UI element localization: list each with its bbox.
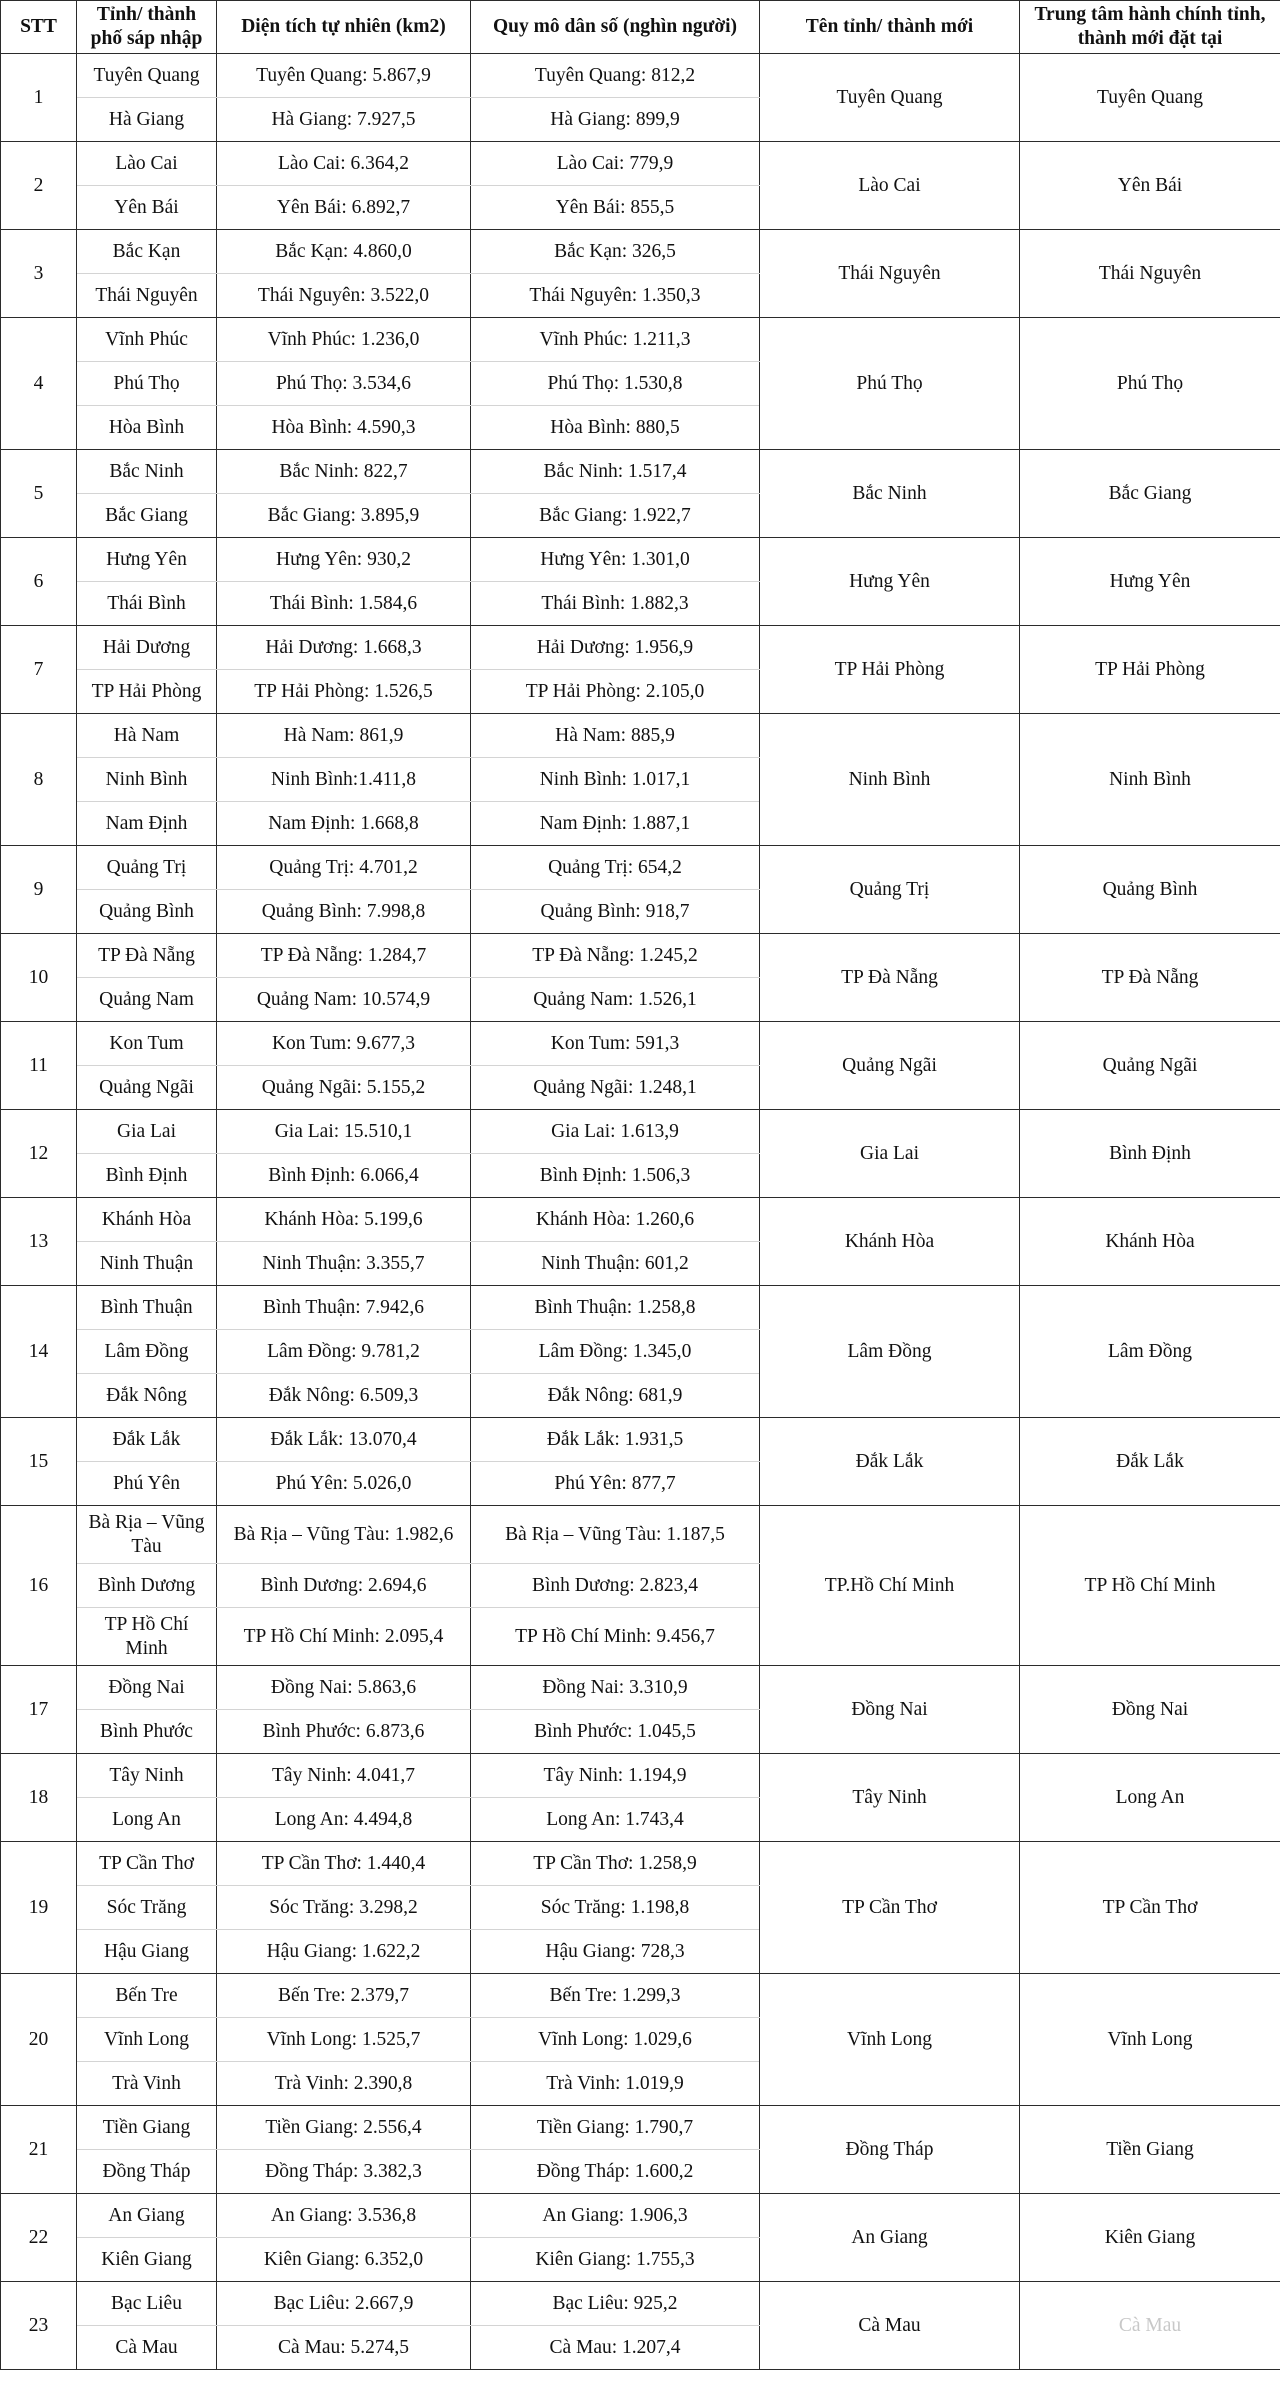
province-cell: Tiền Giang — [77, 2106, 217, 2150]
header-province: Tỉnh/ thành phố sáp nhập — [77, 1, 217, 54]
population-cell: Long An: 1.743,4 — [471, 1798, 760, 1842]
province-cell: Tây Ninh — [77, 1754, 217, 1798]
stt-cell: 22 — [1, 2194, 77, 2282]
area-cell: Kon Tum: 9.677,3 — [217, 1022, 471, 1066]
population-cell: Bến Tre: 1.299,3 — [471, 1974, 760, 2018]
population-cell: Lâm Đồng: 1.345,0 — [471, 1330, 760, 1374]
area-cell: Bình Phước: 6.873,6 — [217, 1710, 471, 1754]
center-cell: Quảng Bình — [1020, 846, 1280, 934]
table-row — [1, 1754, 1280, 1798]
population-cell: Khánh Hòa: 1.260,6 — [471, 1198, 760, 1242]
stt-cell: 17 — [1, 1666, 77, 1754]
table-row — [1, 714, 1280, 758]
area-cell: TP Cần Thơ: 1.440,4 — [217, 1842, 471, 1886]
province-cell: Đắk Lắk — [77, 1418, 217, 1462]
area-cell: Bình Thuận: 7.942,6 — [217, 1286, 471, 1330]
population-cell: Gia Lai: 1.613,9 — [471, 1110, 760, 1154]
center-cell: Tuyên Quang — [1020, 54, 1280, 142]
area-cell: Bắc Kạn: 4.860,0 — [217, 230, 471, 274]
table-row — [1, 142, 1280, 186]
area-cell: Đồng Nai: 5.863,6 — [217, 1666, 471, 1710]
area-cell: An Giang: 3.536,8 — [217, 2194, 471, 2238]
province-cell: Bình Định — [77, 1154, 217, 1198]
stt-cell: 7 — [1, 626, 77, 714]
center-cell: Phú Thọ — [1020, 318, 1280, 450]
area-cell: Gia Lai: 15.510,1 — [217, 1110, 471, 1154]
new-name-cell: Phú Thọ — [760, 318, 1020, 450]
area-cell: TP Hải Phòng: 1.526,5 — [217, 670, 471, 714]
stt-cell: 5 — [1, 450, 77, 538]
area-cell: TP Đà Nẵng: 1.284,7 — [217, 934, 471, 978]
province-cell: Quảng Trị — [77, 846, 217, 890]
province-cell: Bạc Liêu — [77, 2282, 217, 2326]
table-row — [1, 1974, 1280, 2018]
area-cell: Tiền Giang: 2.556,4 — [217, 2106, 471, 2150]
table-row — [1, 1842, 1280, 1886]
province-cell: Phú Yên — [77, 1462, 217, 1506]
new-name-cell: Đắk Lắk — [760, 1418, 1020, 1506]
area-cell: Tây Ninh: 4.041,7 — [217, 1754, 471, 1798]
table-row — [1, 2282, 1280, 2326]
table-row — [1, 2106, 1280, 2150]
province-cell: Khánh Hòa — [77, 1198, 217, 1242]
stt-cell: 21 — [1, 2106, 77, 2194]
province-cell: Long An — [77, 1798, 217, 1842]
area-cell: Bà Rịa – Vũng Tàu: 1.982,6 — [217, 1506, 471, 1564]
new-name-cell: Tây Ninh — [760, 1754, 1020, 1842]
new-name-cell: Đồng Tháp — [760, 2106, 1020, 2194]
province-cell: TP Cần Thơ — [77, 1842, 217, 1886]
population-cell: Bắc Giang: 1.922,7 — [471, 494, 760, 538]
stt-cell: 1 — [1, 54, 77, 142]
new-name-cell: Cà Mau — [760, 2282, 1020, 2370]
area-cell: Ninh Thuận: 3.355,7 — [217, 1242, 471, 1286]
province-cell: Ninh Bình — [77, 758, 217, 802]
stt-cell: 6 — [1, 538, 77, 626]
province-cell: Bình Thuận — [77, 1286, 217, 1330]
new-name-cell: TP Đà Nẵng — [760, 934, 1020, 1022]
table-row — [1, 450, 1280, 494]
stt-cell: 23 — [1, 2282, 77, 2370]
center-cell: Vĩnh Long — [1020, 1974, 1280, 2106]
new-name-cell: Thái Nguyên — [760, 230, 1020, 318]
population-cell: Thái Bình: 1.882,3 — [471, 582, 760, 626]
center-cell: TP Hồ Chí Minh — [1020, 1506, 1280, 1666]
header-area: Diện tích tự nhiên (km2) — [217, 1, 471, 54]
area-cell: Đồng Tháp: 3.382,3 — [217, 2150, 471, 2194]
area-cell: Hà Nam: 861,9 — [217, 714, 471, 758]
new-name-cell: Lào Cai — [760, 142, 1020, 230]
table-row — [1, 934, 1280, 978]
area-cell: Quảng Ngãi: 5.155,2 — [217, 1066, 471, 1110]
table-row — [1, 538, 1280, 582]
area-cell: Phú Thọ: 3.534,6 — [217, 362, 471, 406]
province-cell: Cà Mau — [77, 2326, 217, 2370]
stt-cell: 2 — [1, 142, 77, 230]
center-cell: Bình Định — [1020, 1110, 1280, 1198]
province-cell: Quảng Nam — [77, 978, 217, 1022]
population-cell: Hậu Giang: 728,3 — [471, 1930, 760, 1974]
new-name-cell: Ninh Bình — [760, 714, 1020, 846]
stt-cell: 18 — [1, 1754, 77, 1842]
header-center: Trung tâm hành chính tỉnh, thành mới đặt tại — [1020, 1, 1280, 54]
area-cell: Kiên Giang: 6.352,0 — [217, 2238, 471, 2282]
population-cell: Hà Nam: 885,9 — [471, 714, 760, 758]
province-cell: Tuyên Quang — [77, 54, 217, 98]
province-cell: Hưng Yên — [77, 538, 217, 582]
stt-cell: 13 — [1, 1198, 77, 1286]
population-cell: Trà Vinh: 1.019,9 — [471, 2062, 760, 2106]
province-cell: Bình Dương — [77, 1564, 217, 1608]
new-name-cell: Bắc Ninh — [760, 450, 1020, 538]
population-cell: Vĩnh Long: 1.029,6 — [471, 2018, 760, 2062]
area-cell: Khánh Hòa: 5.199,6 — [217, 1198, 471, 1242]
population-cell: Bình Phước: 1.045,5 — [471, 1710, 760, 1754]
population-cell: Ninh Thuận: 601,2 — [471, 1242, 760, 1286]
province-cell: Bắc Kạn — [77, 230, 217, 274]
population-cell: Phú Thọ: 1.530,8 — [471, 362, 760, 406]
center-cell: TP Đà Nẵng — [1020, 934, 1280, 1022]
center-cell: Lâm Đồng — [1020, 1286, 1280, 1418]
table-row — [1, 1506, 1280, 1564]
area-cell: TP Hồ Chí Minh: 2.095,4 — [217, 1608, 471, 1666]
population-cell: Tiền Giang: 1.790,7 — [471, 2106, 760, 2150]
area-cell: Đắk Nông: 6.509,3 — [217, 1374, 471, 1418]
new-name-cell: TP Cần Thơ — [760, 1842, 1020, 1974]
population-cell: Quảng Trị: 654,2 — [471, 846, 760, 890]
table-row — [1, 1418, 1280, 1462]
center-cell: Long An — [1020, 1754, 1280, 1842]
area-cell: Trà Vinh: 2.390,8 — [217, 2062, 471, 2106]
center-cell: Đồng Nai — [1020, 1666, 1280, 1754]
province-cell: Hà Nam — [77, 714, 217, 758]
area-cell: Sóc Trăng: 3.298,2 — [217, 1886, 471, 1930]
province-cell: Vĩnh Long — [77, 2018, 217, 2062]
center-cell: TP Cần Thơ — [1020, 1842, 1280, 1974]
province-cell: TP Hồ Chí Minh — [77, 1608, 217, 1666]
population-cell: Bình Thuận: 1.258,8 — [471, 1286, 760, 1330]
new-name-cell: TP.Hồ Chí Minh — [760, 1506, 1020, 1666]
table-row — [1, 1286, 1280, 1330]
province-cell: TP Hải Phòng — [77, 670, 217, 714]
area-cell: Quảng Bình: 7.998,8 — [217, 890, 471, 934]
center-cell: Kiên Giang — [1020, 2194, 1280, 2282]
table-row — [1, 626, 1280, 670]
table-row — [1, 54, 1280, 98]
population-cell: Hòa Bình: 880,5 — [471, 406, 760, 450]
stt-cell: 19 — [1, 1842, 77, 1974]
center-cell: Hưng Yên — [1020, 538, 1280, 626]
table-row — [1, 318, 1280, 362]
header-stt: STT — [1, 1, 77, 54]
area-cell: Hậu Giang: 1.622,2 — [217, 1930, 471, 1974]
population-cell: Phú Yên: 877,7 — [471, 1462, 760, 1506]
population-cell: Lào Cai: 779,9 — [471, 142, 760, 186]
population-cell: TP Đà Nẵng: 1.245,2 — [471, 934, 760, 978]
area-cell: Hà Giang: 7.927,5 — [217, 98, 471, 142]
population-cell: Kiên Giang: 1.755,3 — [471, 2238, 760, 2282]
center-cell: Ninh Bình — [1020, 714, 1280, 846]
province-cell: Đắk Nông — [77, 1374, 217, 1418]
population-cell: Bắc Ninh: 1.517,4 — [471, 450, 760, 494]
new-name-cell: TP Hải Phòng — [760, 626, 1020, 714]
center-cell: Bắc Giang — [1020, 450, 1280, 538]
new-name-cell: Quảng Ngãi — [760, 1022, 1020, 1110]
header-population: Quy mô dân số (nghìn người) — [471, 1, 760, 54]
table-row — [1, 2194, 1280, 2238]
province-cell: Hòa Bình — [77, 406, 217, 450]
area-cell: Bắc Giang: 3.895,9 — [217, 494, 471, 538]
province-cell: Trà Vinh — [77, 2062, 217, 2106]
area-cell: Bình Định: 6.066,4 — [217, 1154, 471, 1198]
center-cell: Khánh Hòa — [1020, 1198, 1280, 1286]
area-cell: Thái Nguyên: 3.522,0 — [217, 274, 471, 318]
stt-cell: 14 — [1, 1286, 77, 1418]
center-cell: Cà Mau — [1020, 2282, 1280, 2370]
area-cell: Tuyên Quang: 5.867,9 — [217, 54, 471, 98]
area-cell: Lào Cai: 6.364,2 — [217, 142, 471, 186]
stt-cell: 20 — [1, 1974, 77, 2106]
area-cell: Quảng Trị: 4.701,2 — [217, 846, 471, 890]
new-name-cell: Tuyên Quang — [760, 54, 1020, 142]
center-cell: Yên Bái — [1020, 142, 1280, 230]
population-cell: TP Hồ Chí Minh: 9.456,7 — [471, 1608, 760, 1666]
new-name-cell: Quảng Trị — [760, 846, 1020, 934]
population-cell: Yên Bái: 855,5 — [471, 186, 760, 230]
province-cell: Quảng Ngãi — [77, 1066, 217, 1110]
province-cell: Ninh Thuận — [77, 1242, 217, 1286]
population-cell: Bình Định: 1.506,3 — [471, 1154, 760, 1198]
province-cell: Hải Dương — [77, 626, 217, 670]
stt-cell: 16 — [1, 1506, 77, 1666]
population-cell: Bình Dương: 2.823,4 — [471, 1564, 760, 1608]
header-row — [1, 1, 1280, 54]
province-cell: Hậu Giang — [77, 1930, 217, 1974]
province-cell: Phú Thọ — [77, 362, 217, 406]
table-row — [1, 1198, 1280, 1242]
area-cell: Vĩnh Long: 1.525,7 — [217, 2018, 471, 2062]
population-cell: Bà Rịa – Vũng Tàu: 1.187,5 — [471, 1506, 760, 1564]
province-cell: Hà Giang — [77, 98, 217, 142]
area-cell: Nam Định: 1.668,8 — [217, 802, 471, 846]
area-cell: Hải Dương: 1.668,3 — [217, 626, 471, 670]
stt-cell: 3 — [1, 230, 77, 318]
new-name-cell: Vĩnh Long — [760, 1974, 1020, 2106]
population-cell: TP Cần Thơ: 1.258,9 — [471, 1842, 760, 1886]
center-cell: TP Hải Phòng — [1020, 626, 1280, 714]
area-cell: Quảng Nam: 10.574,9 — [217, 978, 471, 1022]
population-cell: An Giang: 1.906,3 — [471, 2194, 760, 2238]
province-cell: Kiên Giang — [77, 2238, 217, 2282]
center-cell: Thái Nguyên — [1020, 230, 1280, 318]
population-cell: Hà Giang: 899,9 — [471, 98, 760, 142]
population-cell: Bạc Liêu: 925,2 — [471, 2282, 760, 2326]
province-cell: Bến Tre — [77, 1974, 217, 2018]
province-cell: Yên Bái — [77, 186, 217, 230]
province-cell: Vĩnh Phúc — [77, 318, 217, 362]
province-cell: Gia Lai — [77, 1110, 217, 1154]
province-cell: Bắc Ninh — [77, 450, 217, 494]
province-cell: Kon Tum — [77, 1022, 217, 1066]
population-cell: TP Hải Phòng: 2.105,0 — [471, 670, 760, 714]
area-cell: Yên Bái: 6.892,7 — [217, 186, 471, 230]
province-cell: Đồng Tháp — [77, 2150, 217, 2194]
province-cell: Quảng Bình — [77, 890, 217, 934]
new-name-cell: Hưng Yên — [760, 538, 1020, 626]
stt-cell: 11 — [1, 1022, 77, 1110]
area-cell: Bắc Ninh: 822,7 — [217, 450, 471, 494]
province-cell: Bắc Giang — [77, 494, 217, 538]
population-cell: Tây Ninh: 1.194,9 — [471, 1754, 760, 1798]
province-cell: An Giang — [77, 2194, 217, 2238]
table-row — [1, 846, 1280, 890]
table-row — [1, 230, 1280, 274]
population-cell: Đắk Nông: 681,9 — [471, 1374, 760, 1418]
new-name-cell: Lâm Đồng — [760, 1286, 1020, 1418]
stt-cell: 10 — [1, 934, 77, 1022]
area-cell: Thái Bình: 1.584,6 — [217, 582, 471, 626]
population-cell: Đồng Tháp: 1.600,2 — [471, 2150, 760, 2194]
table-row — [1, 1110, 1280, 1154]
new-name-cell: An Giang — [760, 2194, 1020, 2282]
area-cell: Ninh Bình:1.411,8 — [217, 758, 471, 802]
area-cell: Long An: 4.494,8 — [217, 1798, 471, 1842]
population-cell: Quảng Ngãi: 1.248,1 — [471, 1066, 760, 1110]
center-cell: Tiền Giang — [1020, 2106, 1280, 2194]
stt-cell: 12 — [1, 1110, 77, 1198]
province-cell: Thái Bình — [77, 582, 217, 626]
new-name-cell: Khánh Hòa — [760, 1198, 1020, 1286]
population-cell: Thái Nguyên: 1.350,3 — [471, 274, 760, 318]
stt-cell: 8 — [1, 714, 77, 846]
population-cell: Sóc Trăng: 1.198,8 — [471, 1886, 760, 1930]
table-row — [1, 1022, 1280, 1066]
population-cell: Quảng Nam: 1.526,1 — [471, 978, 760, 1022]
area-cell: Hòa Bình: 4.590,3 — [217, 406, 471, 450]
table-row — [1, 1666, 1280, 1710]
province-cell: Thái Nguyên — [77, 274, 217, 318]
population-cell: Kon Tum: 591,3 — [471, 1022, 760, 1066]
center-cell: Đắk Lắk — [1020, 1418, 1280, 1506]
population-cell: Nam Định: 1.887,1 — [471, 802, 760, 846]
header-new-name: Tên tỉnh/ thành mới — [760, 1, 1020, 54]
stt-cell: 15 — [1, 1418, 77, 1506]
province-cell: Sóc Trăng — [77, 1886, 217, 1930]
population-cell: Ninh Bình: 1.017,1 — [471, 758, 760, 802]
population-cell: Đồng Nai: 3.310,9 — [471, 1666, 760, 1710]
area-cell: Lâm Đồng: 9.781,2 — [217, 1330, 471, 1374]
area-cell: Bình Dương: 2.694,6 — [217, 1564, 471, 1608]
area-cell: Đắk Lắk: 13.070,4 — [217, 1418, 471, 1462]
province-cell: Đồng Nai — [77, 1666, 217, 1710]
population-cell: Cà Mau: 1.207,4 — [471, 2326, 760, 2370]
area-cell: Phú Yên: 5.026,0 — [217, 1462, 471, 1506]
area-cell: Vĩnh Phúc: 1.236,0 — [217, 318, 471, 362]
population-cell: Hải Dương: 1.956,9 — [471, 626, 760, 670]
province-cell: Bình Phước — [77, 1710, 217, 1754]
population-cell: Đắk Lắk: 1.931,5 — [471, 1418, 760, 1462]
population-cell: Tuyên Quang: 812,2 — [471, 54, 760, 98]
area-cell: Bến Tre: 2.379,7 — [217, 1974, 471, 2018]
area-cell: Cà Mau: 5.274,5 — [217, 2326, 471, 2370]
population-cell: Bắc Kạn: 326,5 — [471, 230, 760, 274]
province-cell: Bà Rịa – Vũng Tàu — [77, 1506, 217, 1564]
table-body — [1, 54, 1280, 2370]
population-cell: Hưng Yên: 1.301,0 — [471, 538, 760, 582]
area-cell: Bạc Liêu: 2.667,9 — [217, 2282, 471, 2326]
stt-cell: 4 — [1, 318, 77, 450]
new-name-cell: Gia Lai — [760, 1110, 1020, 1198]
population-cell: Vĩnh Phúc: 1.211,3 — [471, 318, 760, 362]
new-name-cell: Đồng Nai — [760, 1666, 1020, 1754]
province-cell: Lào Cai — [77, 142, 217, 186]
province-cell: TP Đà Nẵng — [77, 934, 217, 978]
stt-cell: 9 — [1, 846, 77, 934]
province-cell: Lâm Đồng — [77, 1330, 217, 1374]
center-cell: Quảng Ngãi — [1020, 1022, 1280, 1110]
province-cell: Nam Định — [77, 802, 217, 846]
area-cell: Hưng Yên: 930,2 — [217, 538, 471, 582]
population-cell: Quảng Bình: 918,7 — [471, 890, 760, 934]
